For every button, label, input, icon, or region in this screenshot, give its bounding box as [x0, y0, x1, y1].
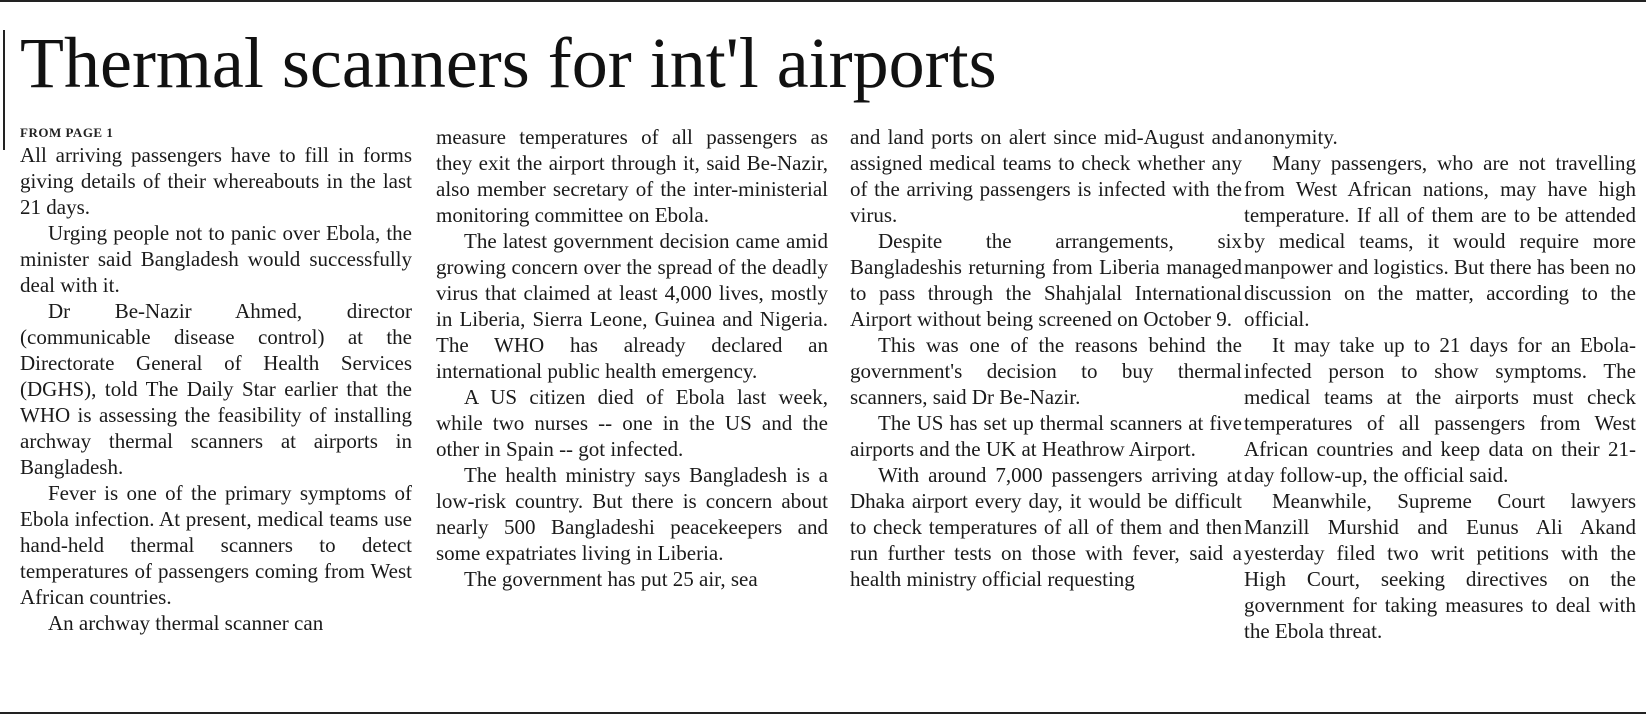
paragraph: Fever is one of the primary symptoms of Ebola infection. At present, medical teams use hand-held thermal scanners to detect temperatures of passengers coming from West African countries. [20, 481, 412, 609]
column-3 [850, 124, 1242, 592]
paragraph: This was one of the reasons behind the government's decision to buy thermal scanners, said Dr Be-Nazir. [850, 333, 1242, 409]
paragraph: A US citizen died of Ebola last week, while two nurses -- one in the US and the other in Spain -- got infected. [436, 385, 828, 461]
paragraph: Many passengers, who are not travelling from West African nations, may have high temperature. If all of them are to be attended by medical teams, it would require more manpower and logistics. But there has been no discussion on the matter, according to the official. [1244, 151, 1636, 331]
column-4 [1244, 124, 1636, 644]
paragraph: anonymity. [1244, 125, 1338, 149]
headline: Thermal scanners for int'l airports [20, 23, 997, 103]
paragraph: measure temperatures of all passengers as they exit the airport through it, said Be-Nazir, also member secretary of the inter-ministerial monitoring committee on Ebola. [436, 125, 828, 227]
column-2 [436, 124, 828, 592]
paragraph: With around 7,000 passengers arriving at Dhaka airport every day, it would be difficult to check temperatures of all of them and then run further tests on those with fever, said a health ministry official requesting [850, 463, 1242, 591]
top-rule [0, 0, 1646, 2]
paragraph: The US has set up thermal scanners at five airports and the UK at Heathrow Airport. [850, 411, 1242, 461]
paragraph: Meanwhile, Supreme Court lawyers Manzill Murshid and Eunus Ali Akand yesterday filed two writ petitions with the High Court, seeking directives on the government for taking measures to deal with the Ebola threat. [1244, 489, 1636, 643]
column-1 [20, 124, 412, 636]
paragraph: Despite the arrangements, six Bangladeshis returning from Liberia managed to pass through the Shahjalal International Airport without being screened on October 9. [850, 229, 1242, 331]
paragraph: The health ministry says Bangladesh is a low-risk country. But there is concern about nearly 500 Bangladeshi peacekeepers and some expatriates living in Liberia. [436, 463, 828, 565]
paragraph: It may take up to 21 days for an Ebola-infected person to show symptoms. The medical teams at the airports must check temperatures of all passengers from West African countries and keep data on their 21-day follow-up, the official said. [1244, 333, 1636, 487]
paragraph: An archway thermal scanner can [48, 611, 324, 635]
paragraph: Urging people not to panic over Ebola, the minister said Bangladesh would successfully deal with it. [20, 221, 412, 297]
left-rule [3, 30, 5, 150]
article-body [20, 124, 1640, 704]
paragraph: All arriving passengers have to fill in forms giving details of their whereabouts in the last 21 days. [20, 143, 412, 219]
paragraph: Dr Be-Nazir Ahmed, director (communicable disease control) at the Directorate General of Health Services (DGHS), told The Daily Star earlier that the WHO is assessing the feasibility of installing archway thermal scanners at airports in Bangladesh. [20, 299, 412, 479]
paragraph: The latest government decision came amid growing concern over the spread of the deadly virus that claimed at least 4,000 lives, mostly in Liberia, Sierra Leone, Guinea and Nigeria. The WHO has already declared an international public health emergency. [436, 229, 828, 383]
kicker: FROM PAGE 1 [20, 125, 114, 140]
bottom-rule [0, 712, 1646, 714]
paragraph: The government has put 25 air, sea [464, 567, 758, 591]
paragraph: and land ports on alert since mid-August and assigned medical teams to check whether any of the arriving passengers is infected with the virus. [850, 125, 1242, 227]
